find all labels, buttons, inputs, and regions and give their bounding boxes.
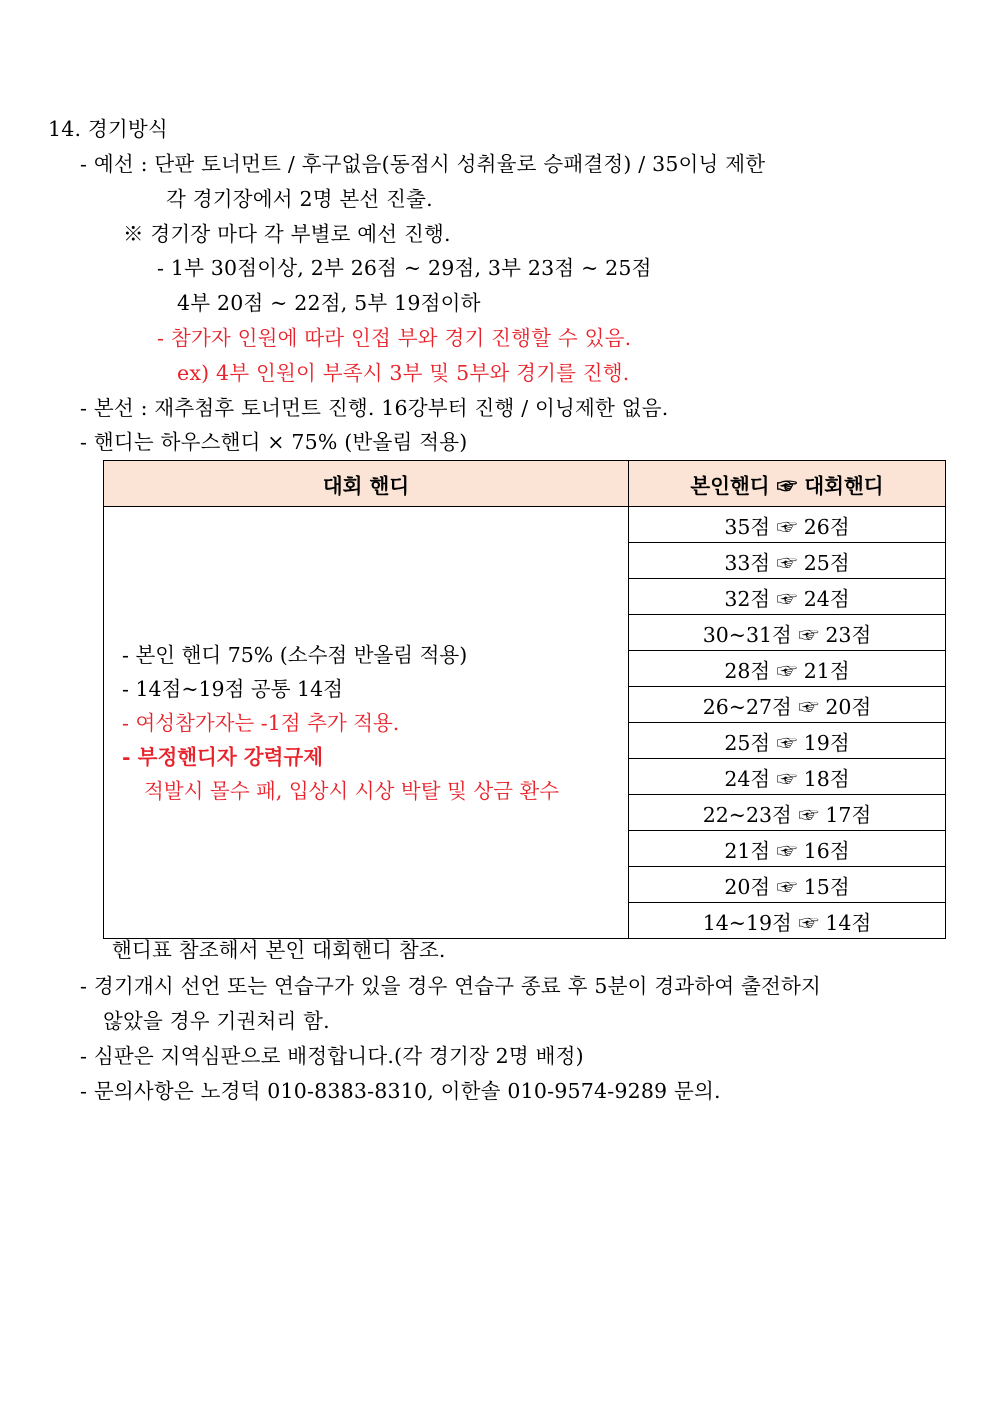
conversion-cell: 25점 ☞ 19점 [629,723,946,759]
finals-line: - 본선 : 재추첨후 토너먼트 진행. 16강부터 진행 / 이닝제한 없음. [80,396,669,420]
conversion-cell: 32점 ☞ 24점 [629,579,946,615]
conversion-cell: 21점 ☞ 16점 [629,831,946,867]
header-conversion: 본인핸디 ☞ 대회핸디 [629,461,946,507]
rule-item: - 부정핸디자 강력규제 [122,744,324,769]
conversion-cell: 20점 ☞ 15점 [629,867,946,903]
header-tournament-handicap: 대회 핸디 [104,461,629,507]
contact-line: - 문의사항은 노경덕 010-8383-8310, 이한솔 010-9574-9289 문의. [80,1079,721,1103]
conversion-cell: 35점 ☞ 26점 [629,507,946,543]
conversion-cell: 33점 ☞ 25점 [629,543,946,579]
handicap-table [103,460,946,939]
conversion-cell: 30~31점 ☞ 23점 [629,615,946,651]
rule-item: - 본인 핸디 75% (소수점 반올림 적용) [122,642,468,667]
divisions-line-1: - 1부 30점이상, 2부 26점 ~ 29점, 3부 23점 ~ 25점 [157,256,652,280]
table-header-row [104,461,946,507]
prelim-note: ※ 경기장 마다 각 부별로 예선 진행. [123,222,451,246]
rule-item: - 14점~19점 공통 14점 [122,676,343,701]
conversion-cell: 22~23점 ☞ 17점 [629,795,946,831]
rule-item: - 여성참가자는 -1점 추가 적용. [122,710,400,735]
prelim-line-2: 각 경기장에서 2명 본선 진출. [166,187,433,211]
division-note-line-1: - 참가자 인원에 따라 인접 부와 경기 진행할 수 있음. [157,326,632,350]
conversion-cell: 28점 ☞ 21점 [629,651,946,687]
table-row [104,507,946,543]
table-note: 핸디표 참조해서 본인 대회핸디 참조. [112,938,446,962]
conversion-cell: 24점 ☞ 18점 [629,759,946,795]
start-rule-line-1: - 경기개시 선언 또는 연습구가 있을 경우 연습구 종료 후 5분이 경과하여 출전하지 [80,974,822,998]
rules-cell [104,507,629,939]
rule-item: 적발시 몰수 패, 입상시 시상 박탈 및 상금 환수 [144,778,560,803]
start-rule-line-2: 않았을 경우 기권처리 함. [103,1009,330,1033]
handicap-line: - 핸디는 하우스핸디 × 75% (반올림 적용) [80,430,468,454]
section-title: 14. 경기방식 [48,117,168,141]
conversion-cell: 14~19점 ☞ 14점 [629,903,946,939]
division-note-line-2: ex) 4부 인원이 부족시 3부 및 5부와 경기를 진행. [177,361,630,385]
divisions-line-2: 4부 20점 ~ 22점, 5부 19점이하 [177,291,481,315]
prelim-line-1: - 예선 : 단판 토너먼트 / 후구없음(동점시 성취율로 승패결정) / 35이닝 제한 [80,152,766,176]
conversion-cell: 26~27점 ☞ 20점 [629,687,946,723]
referee-line: - 심판은 지역심판으로 배정합니다.(각 경기장 2명 배정) [80,1044,584,1068]
